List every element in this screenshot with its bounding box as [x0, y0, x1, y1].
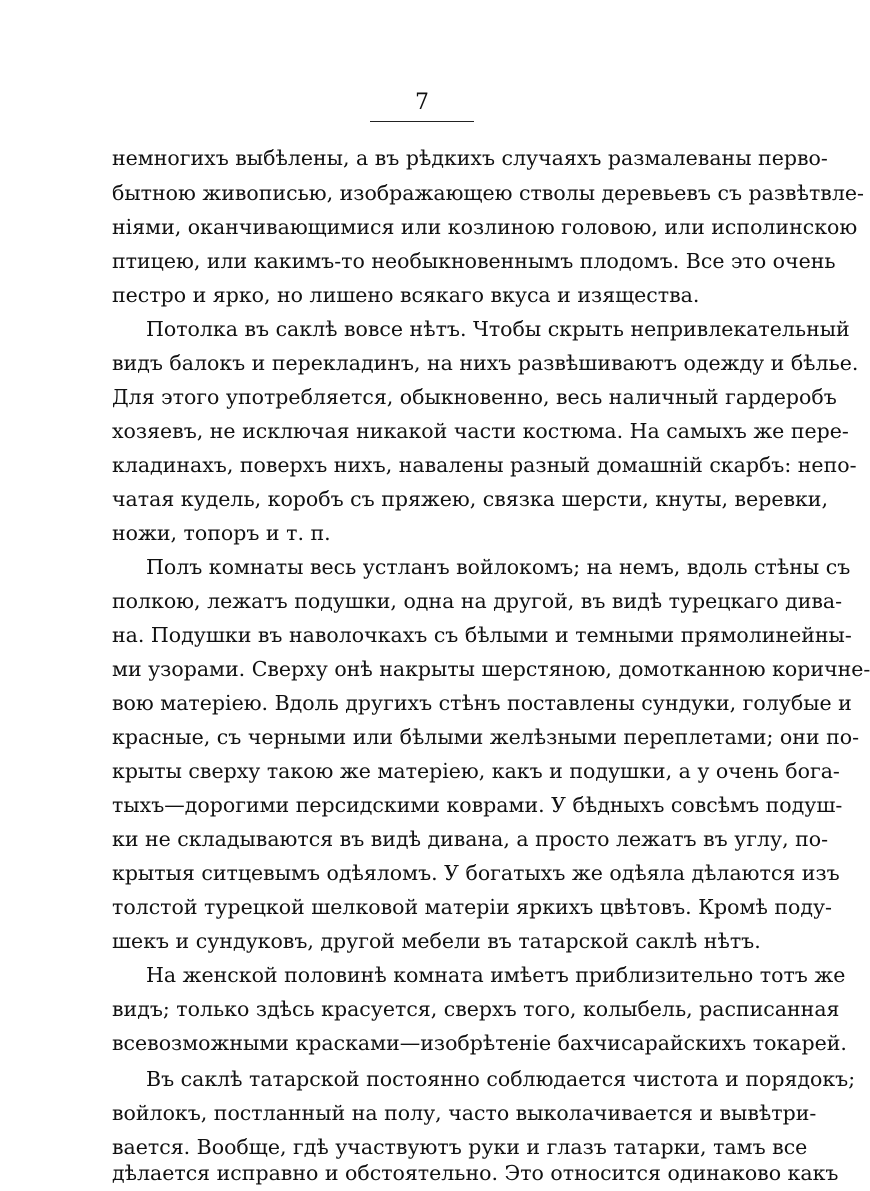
text-line: на. Подушки въ наволочкахъ съ бѣлыми и темными прямолинейны-: [112, 623, 852, 647]
text-line: чатая кудель, коробъ съ пряжею, связка шерсти, кнуты, веревки,: [112, 487, 828, 511]
text-line: видъ; только здѣсь красуется, сверхъ того, колыбель, расписанная: [112, 997, 840, 1021]
text-line: толстой турецкой шелковой матеріи яркихъ цвѣтовъ. Кромѣ поду-: [112, 895, 832, 919]
text-line: всевозможными красками—изобрѣтеніе бахчисарайскихъ токарей.: [112, 1031, 847, 1055]
text-line: бытною живописью, изображающею стволы деревьевъ съ развѣтвле-: [112, 181, 864, 205]
text-line: ніями, оканчивающимися или козлиною головою, или исполинскою: [112, 215, 858, 239]
text-line: Въ саклѣ татарской постоянно соблюдается чистота и порядокъ;: [146, 1067, 856, 1091]
text-line: Полъ комнаты весь устланъ войлокомъ; на немъ, вдоль стѣны съ: [146, 555, 851, 579]
text-line: тыхъ—дорогими персидскими коврами. У бѣдныхъ совсѣмъ подуш-: [112, 793, 843, 817]
text-line: Для этого употребляется, обыкновенно, весь наличный гардеробъ: [112, 385, 837, 409]
text-line: крыты сверху такою же матеріею, какъ и подушки, а у очень бога-: [112, 759, 840, 783]
text-line: полкою, лежатъ подушки, одна на другой, въ видѣ турецкаго дива-: [112, 589, 843, 613]
text-line: пестро и ярко, но лишено всякаго вкуса и изящества.: [112, 283, 700, 307]
text-line: птицею, или какимъ-то необыкновеннымъ плодомъ. Все это очень: [112, 249, 836, 273]
page-number-rule: [370, 121, 474, 122]
text-line: Потолка въ саклѣ вовсе нѣтъ. Чтобы скрыть непривлекательный: [146, 317, 850, 341]
text-line: шекъ и сундуковъ, другой мебели въ татарской саклѣ нѣтъ.: [112, 929, 761, 953]
text-line: немногихъ выбѣлены, а въ рѣдкихъ случаяхъ размалеваны перво-: [112, 146, 828, 170]
text-line: красные, съ черными или бѣлыми желѣзными переплетами; они по-: [112, 725, 860, 749]
text-line: хозяевъ, не исключая никакой части костюма. На самыхъ же пере-: [112, 419, 849, 443]
text-line: вою матеріею. Вдоль другихъ стѣнъ поставлены сундуки, голубые и: [112, 691, 852, 715]
text-line: На женской половинѣ комната имѣетъ приблизительно тотъ же: [146, 963, 846, 987]
text-line: кладинахъ, поверхъ нихъ, навалены разный домашній скарбъ: непо-: [112, 453, 857, 477]
text-line: вается. Вообще, гдѣ участвуютъ руки и глазъ татарки, тамъ все: [112, 1135, 808, 1159]
text-line: ми узорами. Сверху онѣ накрыты шерстяною, домотканною коричне-: [112, 657, 870, 681]
text-line: ножи, топоръ и т. п.: [112, 521, 331, 545]
text-line: войлокъ, постланный на полу, часто выколачивается и вывѣтри-: [112, 1101, 817, 1125]
page-number: 7: [415, 90, 429, 115]
text-line: видъ балокъ и перекладинъ, на нихъ развѣшиваютъ одежду и бѣлье.: [112, 351, 859, 375]
text-line: дѣлается исправно и обстоятельно. Это относится одинаково какъ: [112, 1161, 839, 1185]
text-line: крытыя ситцевымъ одѣяломъ. У богатыхъ же одѣяла дѣлаются изъ: [112, 861, 840, 885]
text-line: ки не складываются въ видѣ дивана, а просто лежатъ въ углу, по-: [112, 827, 829, 851]
